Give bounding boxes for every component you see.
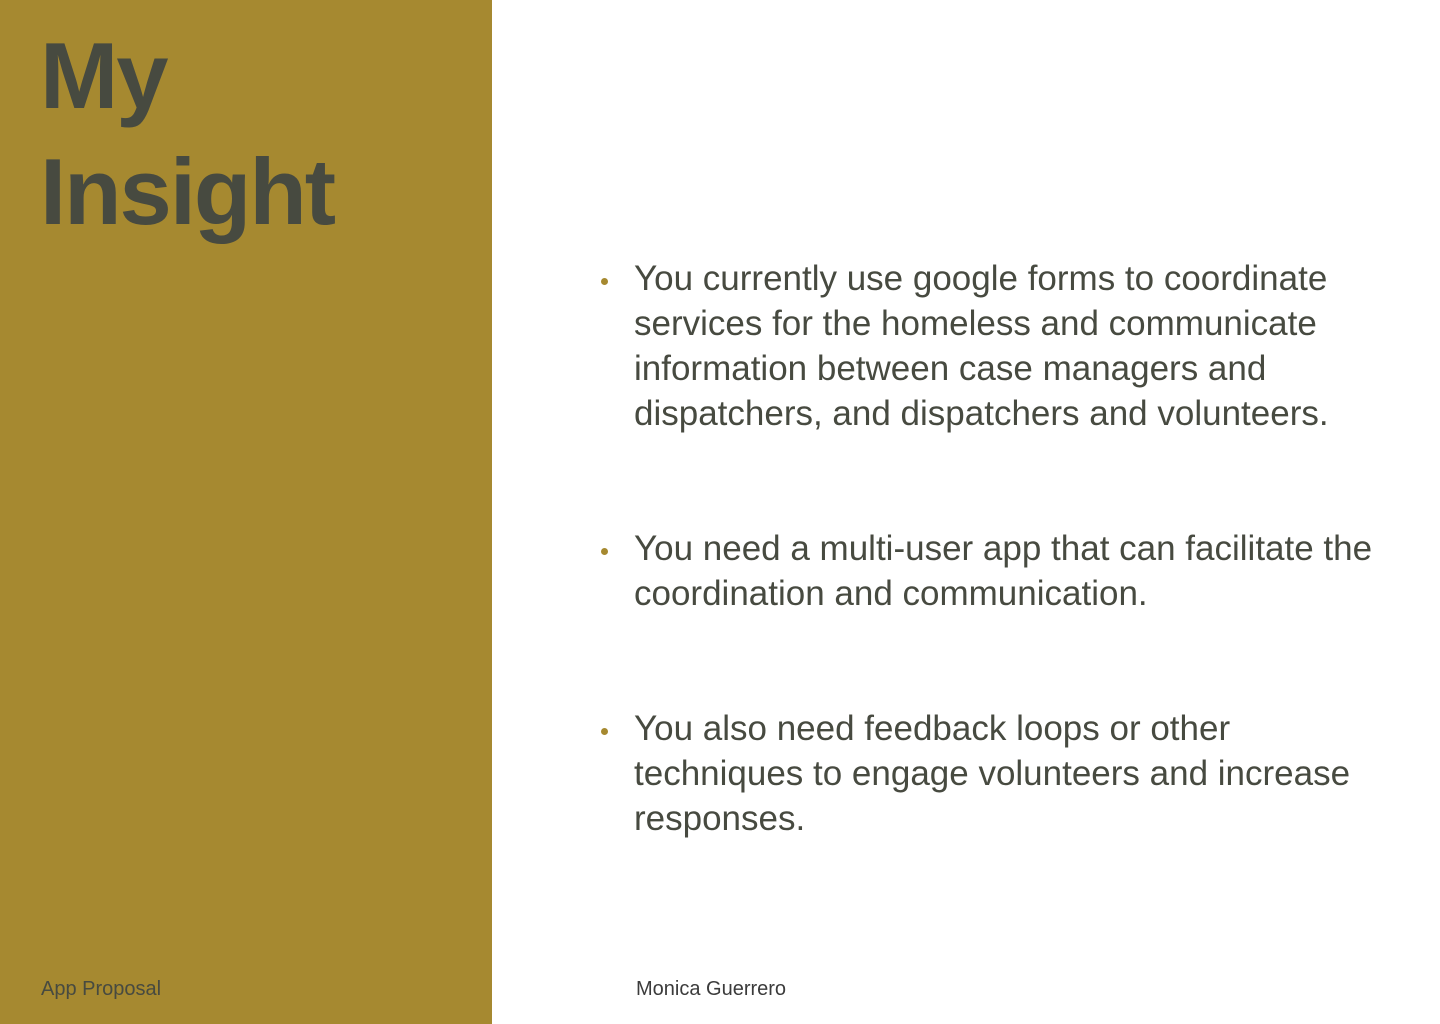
slide-title: [40, 18, 334, 250]
slide-title-line-2: Insight: [40, 139, 335, 244]
footer-app-proposal: App Proposal: [41, 978, 162, 1000]
bullet-dot-icon: [601, 548, 608, 555]
bullet-text: You also need feedback loops or other techniques to engage volunteers and increase responses.: [634, 709, 1351, 838]
slide-title-line-1: My: [40, 23, 167, 128]
footer-author-name: Monica Guerrero: [636, 978, 787, 1000]
bullet-item: [596, 526, 1376, 616]
bullet-dot-icon: [601, 278, 608, 285]
bullet-text: You currently use google forms to coordinate services for the homeless and communicate information between case managers and dispatchers, and dispatchers and volunteers.: [634, 259, 1329, 433]
bullet-dot-icon: [601, 728, 608, 735]
bullet-text: You need a multi-user app that can facilitate the coordination and communication.: [634, 529, 1373, 613]
bullet-item: [596, 706, 1376, 841]
left-accent-panel: [0, 0, 492, 1024]
bullet-item: [596, 256, 1376, 436]
